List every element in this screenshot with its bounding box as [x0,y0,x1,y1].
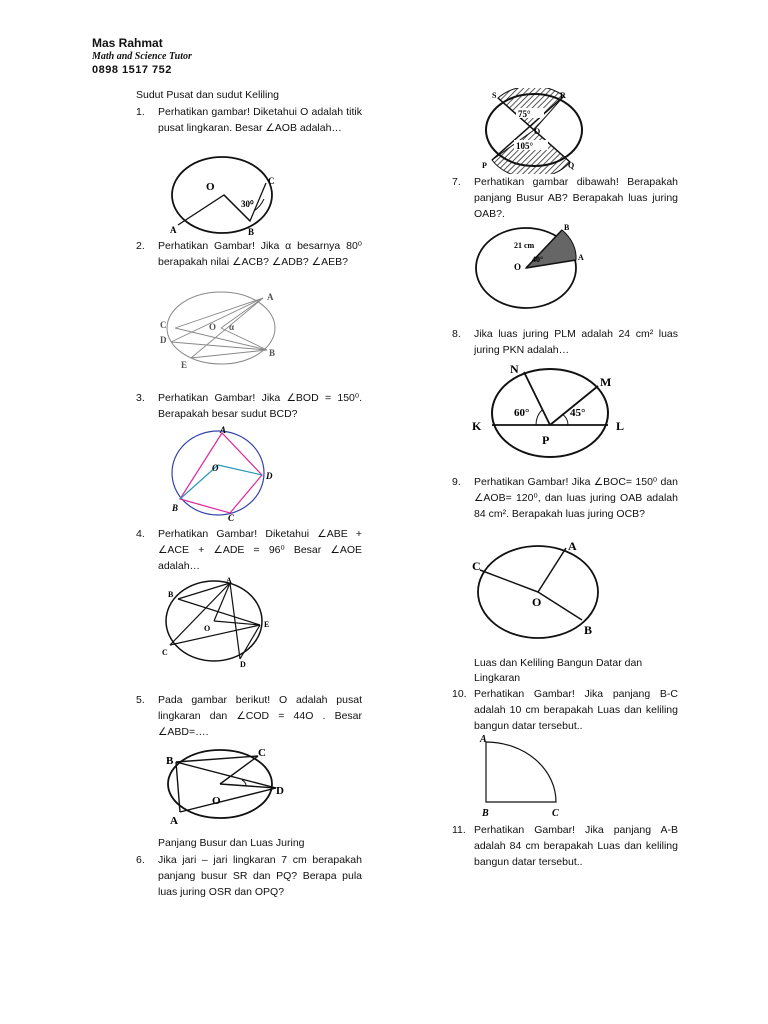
label-s: S [492,91,497,100]
question-6 [136,852,362,918]
section-heading-arc: Panjang Busur dan Luas Juring [158,837,305,849]
question-7 [452,174,678,224]
label-d: D [276,785,284,797]
label-p: P [482,161,487,170]
question-text: Perhatikan Gambar! Jika ∠BOD = 150⁰. Berapakah besar sudut BCD? [158,392,362,420]
label-alpha: α [229,322,235,332]
label-a: A [267,292,274,302]
label-m: M [600,375,612,389]
label-d: D [240,660,246,667]
question-number: 4. [136,528,145,540]
label-o: O [514,262,522,272]
label-c: C [160,320,167,330]
question-11 [452,822,678,872]
label-angle-45: 45° [570,407,586,419]
question-number: 7. [452,176,461,188]
label-a: A [568,539,577,553]
label-k: K [472,419,482,433]
question-text: Jika jari – jari lingkaran 7 cm berapakah panjang busur SR dan PQ? Berapa pula luas juring OSR dan OPQ? [158,854,362,898]
question-text: Jika luas juring PLM adalah 24 cm² luas juring PKN adalah… [474,328,678,356]
label-c: C [472,559,481,573]
label-a: A [480,734,487,745]
question-8 [452,326,678,360]
label-b: B [168,590,174,599]
label-a: A [220,425,227,435]
figure-q3-circle [160,425,285,523]
label-o: O [206,181,215,193]
label-n: N [510,362,519,376]
question-text: Pada gambar berikut! O adalah pusat lingkaran dan ∠COD = 44O . Besar ∠ABD=…. [158,694,362,738]
label-o: O [534,127,541,136]
label-b: B [564,223,570,232]
label-l: L [616,419,625,433]
section-heading-angles: Sudut Pusat dan sudut Keliling [136,89,280,101]
question-text: Perhatikan Gambar! Jika panjang B-C adalah 10 cm berapakah Luas dan keliling bangun datar tersebut.. [474,688,678,732]
question-10 [452,686,678,736]
label-o: O [532,595,542,609]
question-number: 9. [452,476,461,488]
figure-q2-circle [155,288,290,373]
label-e: E [264,620,270,629]
label-angle: 40° [532,255,544,264]
figure-q7-circle [474,222,594,314]
label-r: R [560,91,566,100]
label-d: D [160,335,167,345]
label-c: C [552,808,559,819]
question-number: 11. [452,824,466,836]
label-b: B [172,503,179,513]
figure-q8-circle [470,358,630,458]
label-c: C [162,648,168,657]
author-name: Mas Rahmat [92,36,163,50]
label-angle-105: 105° [516,141,534,151]
label-c: C [228,513,235,523]
label-b: B [584,623,593,637]
question-number: 6. [136,854,145,866]
label-radius: 21 cm [514,241,535,250]
label-a: A [170,815,178,826]
label-c: C [258,747,266,759]
label-o: O [212,463,219,473]
label-a: A [578,253,584,262]
question-number: 1. [136,106,145,118]
question-1 [136,104,362,154]
question-5 [136,692,362,742]
author-phone: 0898 1517 752 [92,64,172,76]
question-text: Perhatikan gambar! Diketahui O adalah titik pusat lingkaran. Besar ∠AOB adalah… [158,106,362,134]
figure-q5-circle [160,744,290,826]
question-number: 3. [136,392,145,404]
label-angle: 30⁰ [241,199,254,209]
section-heading-area: Luas dan Keliling Bangun Datar dan Lingkaran [474,657,643,684]
question-number: 2. [136,240,145,252]
question-number: 5. [136,694,145,706]
question-9 [452,474,678,540]
question-text: Perhatikan gambar dibawah! Berapakah panjang Busur AB? Berapakah luas juring OAB?. [474,176,678,220]
figure-q6-circle [478,88,588,174]
label-o: O [212,795,221,807]
question-3 [136,390,362,424]
question-number: 8. [452,328,461,340]
label-o: O [209,322,217,332]
question-2 [136,238,362,288]
label-e: E [181,360,188,370]
figure-q1-circle [160,155,290,240]
question-text: Perhatikan Gambar! Jika ∠BOC= 150⁰ dan ∠AOB= 120⁰, dan luas juring OAB adalah 84 cm². Berapakah luas juring OCB? [474,476,678,520]
author-subtitle: Math and Science Tutor [92,51,192,62]
label-c: C [268,176,275,186]
label-a: A [170,225,177,235]
label-q: Q [568,161,575,170]
label-angle-60: 60° [514,407,530,419]
label-b: B [482,808,489,819]
label-d: D [266,471,273,481]
figure-q10-quarter-circle [476,732,586,822]
label-p: P [542,433,550,447]
question-text: Perhatikan Gambar! Jika panjang A-B adalah 84 cm berapakah Luas dan keliling bangun datar tersebut.. [474,824,678,868]
figure-q9-circle [470,538,610,642]
figure-q4-circle [158,575,278,667]
label-b: B [269,348,276,358]
question-text: Perhatikan Gambar! Jika α besarnya 80⁰ berapakah nilai ∠ACB? ∠ADB? ∠AEB? [158,240,362,268]
question-4 [136,526,362,576]
label-o: O [204,624,211,633]
label-b: B [248,227,255,237]
label-b: B [166,755,174,767]
label-a: A [226,576,232,585]
question-number: 10. [452,688,467,700]
question-text: Perhatikan Gambar! Diketahui ∠ABE + ∠ACE + ∠ADE = 96⁰ Besar ∠AOE adalah… [158,528,362,572]
label-angle-75: 75° [518,109,531,119]
